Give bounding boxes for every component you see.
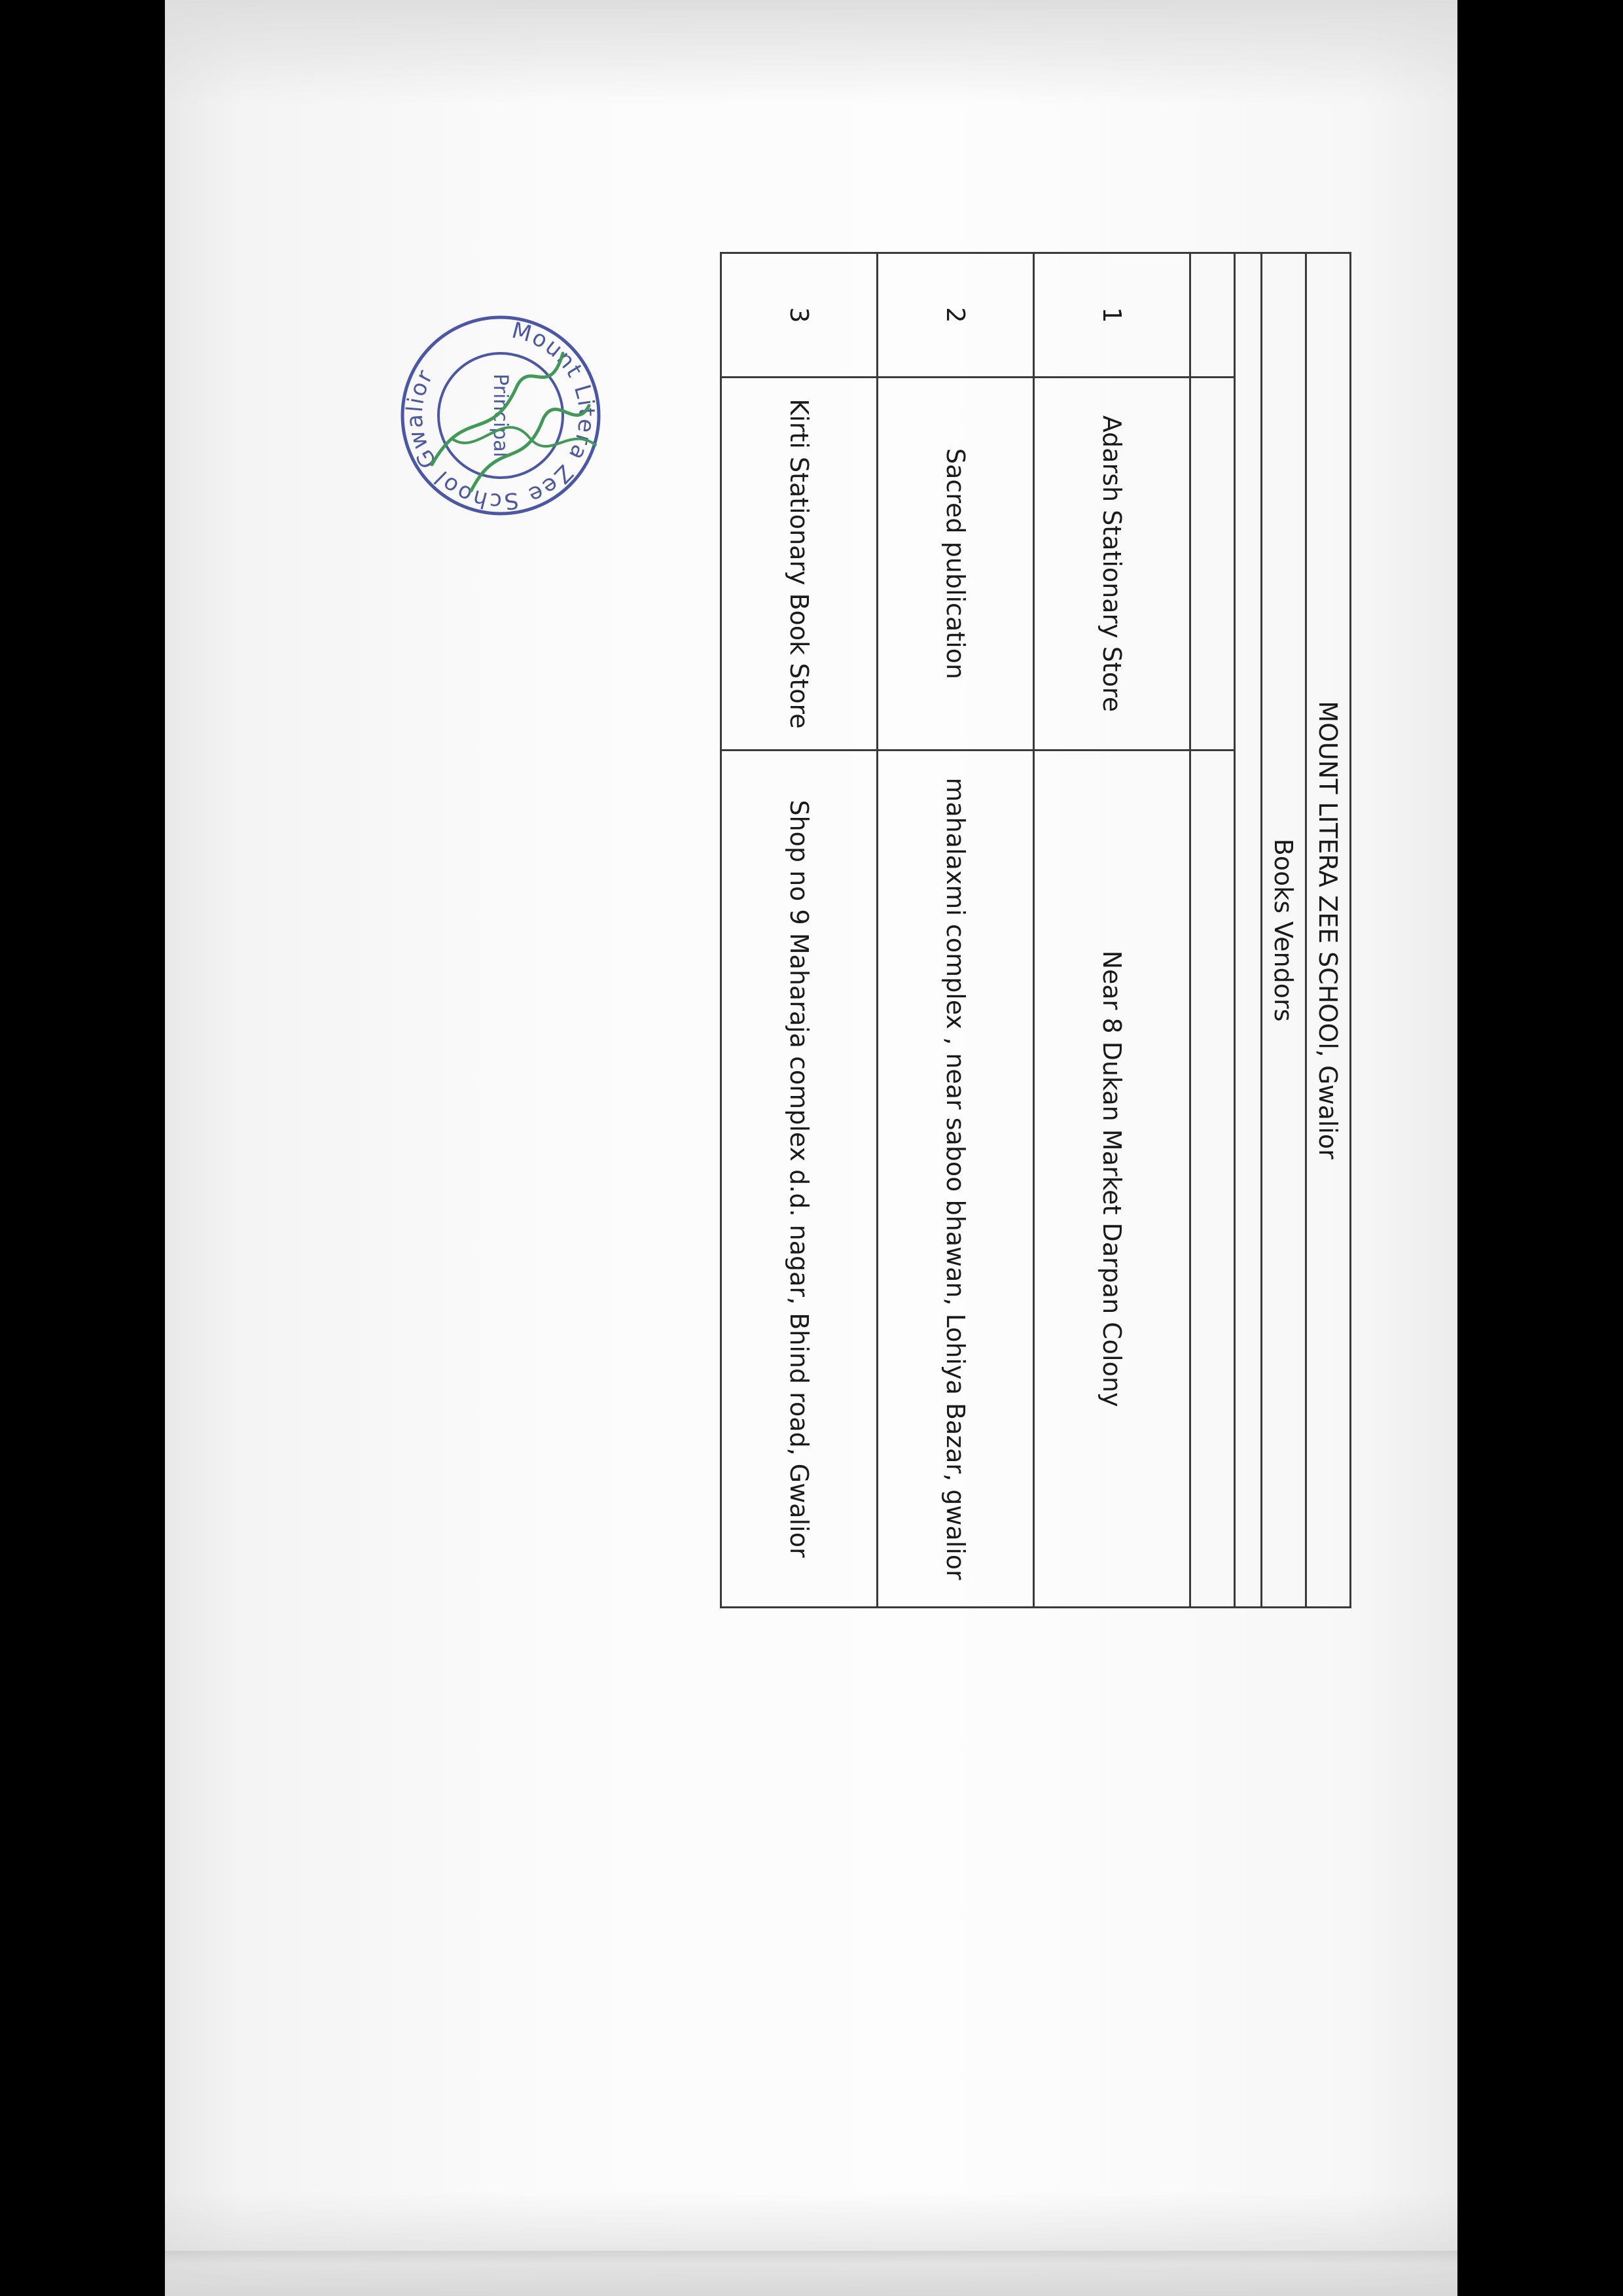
table-row: [878, 253, 1034, 1608]
table-subtitle: Books Vendors: [1261, 253, 1306, 1608]
paper-shadow-top: [165, 0, 1457, 105]
rotated-page-content: [720, 252, 1351, 1606]
blank-cell: [1234, 253, 1261, 1608]
seal-outer-text: Mount Litera Zee School Gwalior: [401, 317, 600, 515]
vendor-address: Near 8 Dukan Market Darpan Colony: [1033, 751, 1190, 1608]
vendor-number: 3: [721, 253, 878, 378]
vendor-name: Kirti Stationary Book Store: [721, 378, 878, 751]
school-seal-stamp-icon: [393, 308, 609, 523]
blank-cell: [1190, 378, 1234, 751]
table-row: [1033, 253, 1190, 1608]
vendor-address: mahalaxmi complex , near saboo bhawan, Lohiya Bazar, gwalior: [878, 751, 1034, 1608]
vendor-name: Adarsh Stationary Store: [1033, 378, 1190, 751]
table-subtitle-row: [1261, 253, 1306, 1608]
seal-inner-text: Principal: [489, 374, 512, 457]
paper-fold: [165, 2251, 1457, 2264]
vendors-table: [720, 252, 1351, 1608]
vendor-number: 2: [878, 253, 1034, 378]
school-title: MOUNT LITERA ZEE SCHOOl, Gwalior: [1306, 253, 1350, 1608]
table-blank-row: [1234, 253, 1261, 1608]
blank-cell: [1190, 253, 1234, 378]
table-row: [721, 253, 878, 1608]
vendor-address: Shop no 9 Maharaja complex d.d. nagar, Bhind road, Gwalior: [721, 751, 878, 1608]
blank-cell: [1190, 751, 1234, 1608]
vendor-name: Sacred publication: [878, 378, 1034, 751]
table-title-row: [1306, 253, 1350, 1608]
paper-shadow-bottom: [165, 2191, 1457, 2296]
vendor-number: 1: [1033, 253, 1190, 378]
table-header-row: [1190, 253, 1234, 1608]
